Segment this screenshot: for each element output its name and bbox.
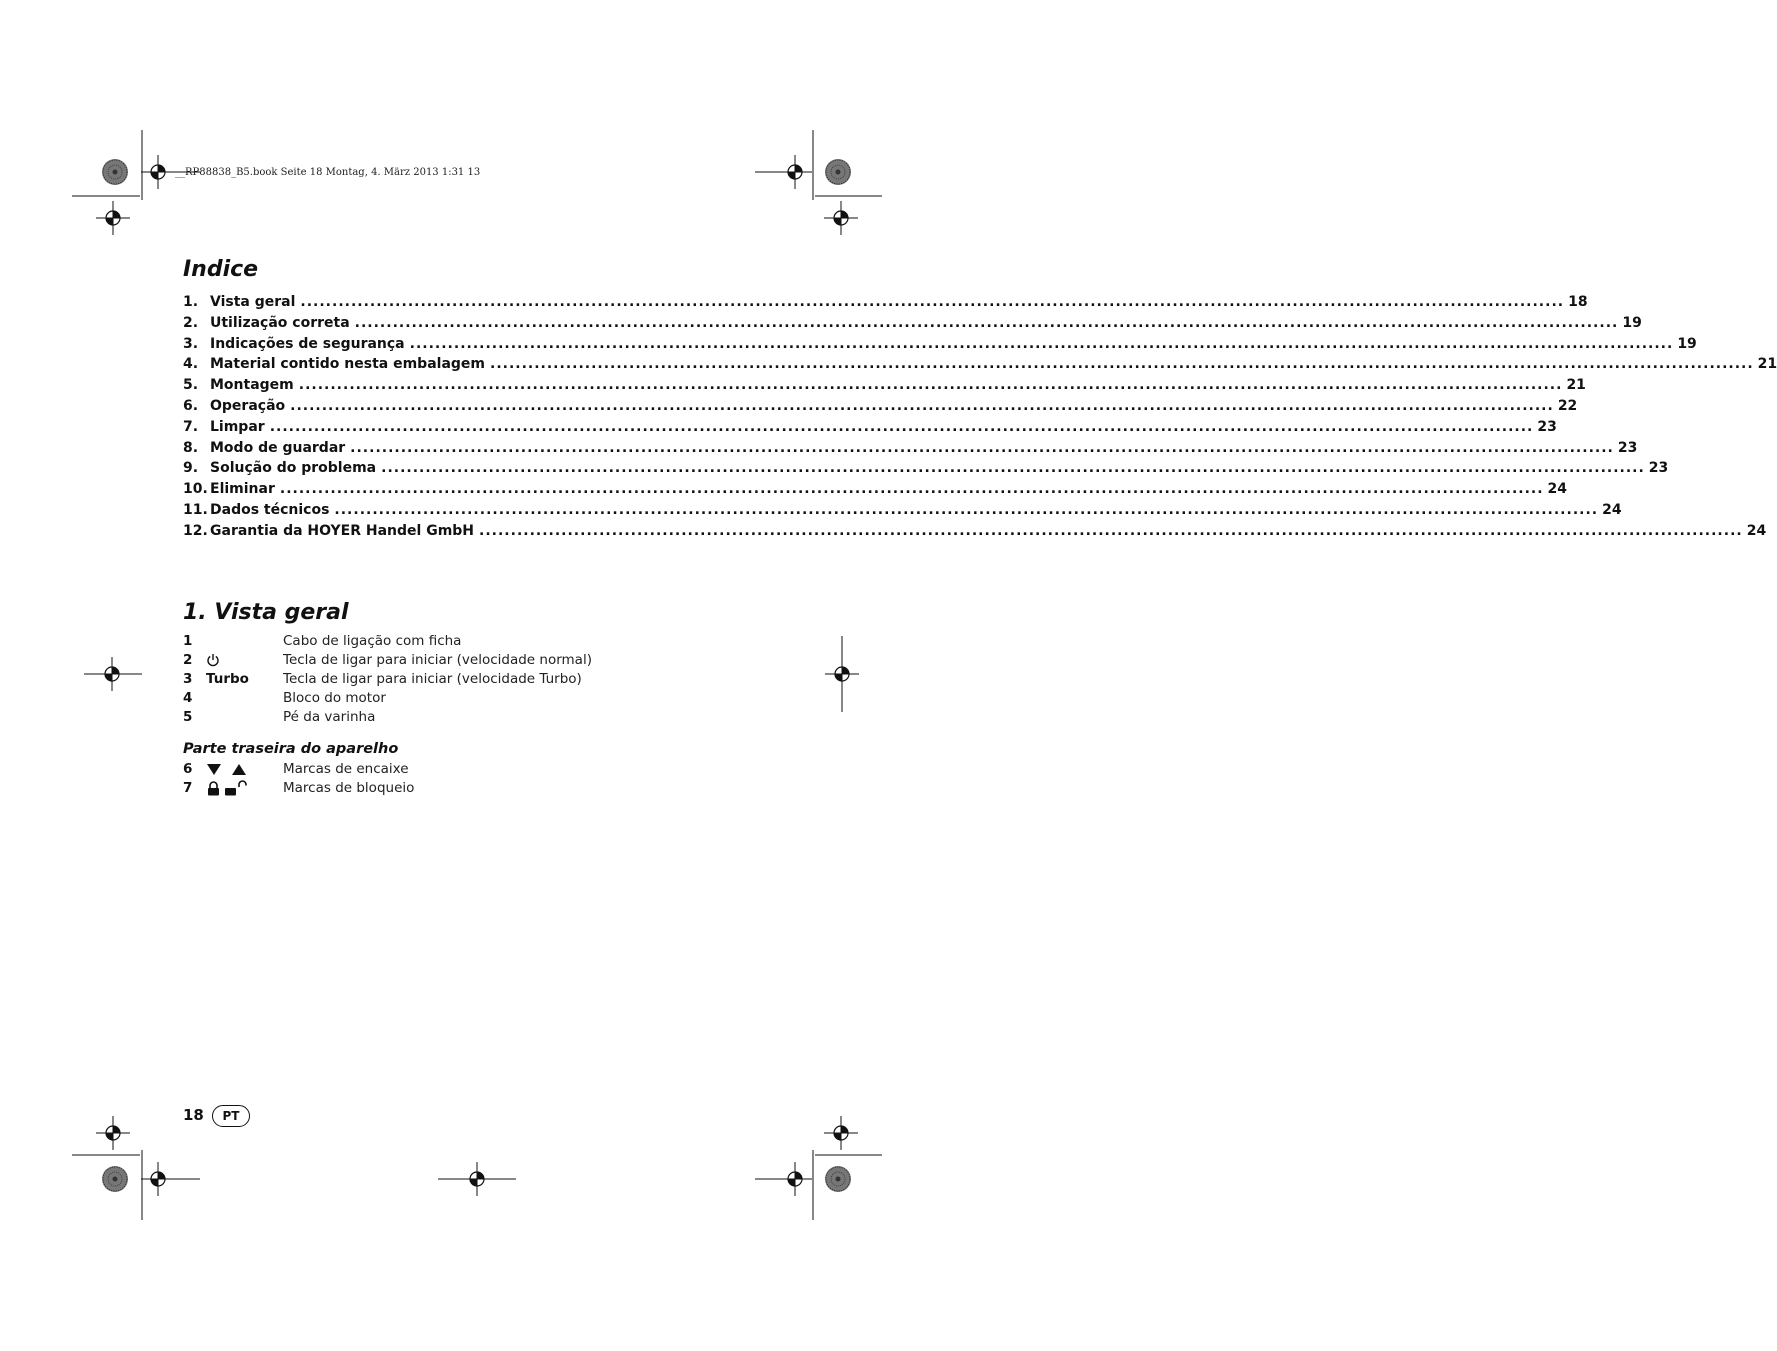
item-description: Bloco do motor: [283, 690, 386, 706]
item-description: Cabo de ligação com ficha: [283, 633, 462, 649]
toc-entry-number: 3.: [183, 335, 199, 352]
list-item: [183, 632, 743, 651]
item-number: 7: [183, 780, 193, 796]
toc-entry-title: Eliminar: [210, 481, 275, 498]
toc-leader-dots: ........................................................................................................................................................................................................: [300, 294, 1565, 310]
toc-entry-number: 4.: [183, 356, 199, 373]
item-description: Marcas de encaixe: [283, 761, 409, 777]
toc-entry: [183, 479, 1568, 500]
toc-leader-dots: ........................................................................................................................................................................................................: [409, 335, 1674, 352]
toc-entry: [183, 375, 1586, 396]
toc-entry-page: 19: [1677, 335, 1697, 352]
lock-unlock-icon: [206, 779, 248, 798]
item-description: Pé da varinha: [283, 709, 376, 725]
item-number: 1: [183, 633, 193, 649]
toc-leader-dots: ........................................................................................................................................................................................................: [279, 481, 1544, 498]
toc-entry-title: Montagem: [210, 377, 294, 394]
toc-entry-page: 23: [1648, 460, 1669, 477]
toc-entry-title: Material contido nesta embalagem: [210, 356, 485, 373]
toc-entry-number: 11.: [183, 501, 208, 518]
toc-entry-number: 7.: [183, 418, 199, 435]
toc-entry-page: 24: [1602, 501, 1622, 518]
toc-leader-dots: ........................................................................................................................................................................................................: [290, 397, 1554, 414]
rear-list: [183, 760, 743, 798]
list-item: [183, 779, 743, 798]
toc-entry-page: 21: [1757, 356, 1777, 373]
section-title-overview: 1. Vista geral: [183, 600, 349, 625]
toc-entry-title: Indicações de segurança: [210, 335, 405, 352]
toc-entry-number: 6.: [183, 397, 199, 414]
toc-title: Indice: [183, 257, 259, 282]
toc-entry-page: 23: [1617, 439, 1638, 456]
toc-leader-dots: ........................................................................................................................................................................................................: [381, 460, 1645, 477]
item-number: 6: [183, 761, 193, 777]
toc-entry: [183, 417, 1557, 438]
item-description: Tecla de ligar para iniciar (velocidade Turbo): [283, 671, 582, 687]
toc-entry-title: Utilização correta: [210, 314, 350, 331]
toc-entry: [183, 521, 1767, 542]
triangle-down-up-icon: [206, 760, 248, 779]
item-number: 2: [183, 652, 193, 668]
item-description: Marcas de bloqueio: [283, 780, 415, 796]
subsection-title-rear: Parte traseira do aparelho: [183, 741, 399, 757]
toc-entry-title: Limpar: [210, 418, 265, 435]
power-icon: [206, 651, 220, 670]
item-description: Tecla de ligar para iniciar (velocidade normal): [283, 652, 592, 668]
toc-entry-page: 24: [1547, 481, 1568, 498]
list-item: [183, 670, 743, 689]
toc-entry-number: 2.: [183, 314, 199, 331]
toc-leader-dots: ........................................................................................................................................................................................................: [490, 356, 1754, 373]
list-item: [183, 651, 743, 670]
toc-entry-number: 8.: [183, 439, 199, 456]
table-of-contents: [183, 292, 1777, 542]
toc-entry-number: 12.: [183, 522, 208, 539]
toc-entry: [183, 396, 1578, 417]
toc-entry-title: Vista geral: [210, 294, 296, 310]
toc-leader-dots: ........................................................................................................................................................................................................: [334, 501, 1599, 518]
toc-entry-page: 19: [1622, 314, 1642, 331]
overview-list: [183, 632, 743, 727]
toc-entry-page: 21: [1566, 377, 1586, 394]
toc-leader-dots: ........................................................................................................................................................................................................: [269, 418, 1534, 435]
toc-leader-dots: ........................................................................................................................................................................................................: [354, 314, 1619, 331]
item-number: 5: [183, 709, 193, 725]
toc-entry-page: 18: [1568, 294, 1588, 310]
toc-entry-number: 1.: [183, 294, 199, 310]
toc-entry-title: Operação: [210, 397, 286, 414]
toc-entry-number: 5.: [183, 377, 199, 394]
toc-entry-title: Solução do problema: [210, 460, 377, 477]
toc-entry: [183, 354, 1777, 375]
toc-entry-title: Garantia da HOYER Handel GmbH: [210, 522, 475, 539]
toc-entry-page: 23: [1537, 418, 1557, 435]
print-file-info: __RP88838_B5.book Seite 18 Montag, 4. März 2013 1:31 13: [175, 167, 481, 178]
toc-entry-page: 22: [1557, 397, 1578, 414]
item-number: 4: [183, 690, 193, 706]
toc-entry: [183, 292, 1588, 313]
toc-leader-dots: ........................................................................................................................................................................................................: [298, 377, 1563, 394]
toc-entry-number: 10.: [183, 481, 208, 498]
toc-entry: [183, 458, 1669, 479]
toc-entry-title: Modo de guardar: [210, 439, 346, 456]
list-item: [183, 689, 743, 708]
list-item: [183, 760, 743, 779]
page-number: 18: [183, 1106, 204, 1124]
list-item: [183, 708, 743, 727]
toc-leader-dots: ........................................................................................................................................................................................................: [479, 522, 1743, 539]
toc-entry: [183, 334, 1697, 355]
turbo-label: Turbo: [206, 671, 249, 687]
toc-entry-page: 24: [1746, 522, 1767, 539]
toc-leader-dots: ........................................................................................................................................................................................................: [350, 439, 1614, 456]
toc-entry-number: 9.: [183, 460, 199, 477]
item-number: 3: [183, 671, 193, 687]
toc-entry-title: Dados técnicos: [210, 501, 330, 518]
toc-entry: [183, 438, 1638, 459]
toc-entry: [183, 500, 1622, 521]
language-badge: PT: [212, 1105, 250, 1127]
toc-entry: [183, 313, 1642, 334]
